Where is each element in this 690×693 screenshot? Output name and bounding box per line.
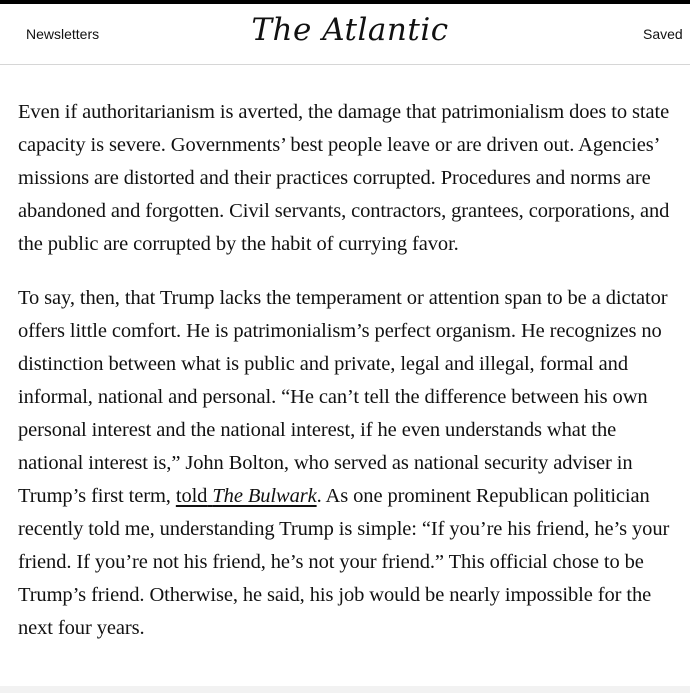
paragraph-2-text-before-link: To say, then, that Trump lacks the temperament or attention span to be a dictator offers little comfort. He is patrimonialism’s perfect organism. He recognizes no distinction between what is public and private, legal and illegal, formal and informal, national and personal. “He can’t tell the difference between his own personal interest and the national interest, if he even understands what the national interest is,” John Bolton, who served as national security adviser in Trump’s first term,: [18, 287, 668, 507]
article-body: [18, 96, 680, 666]
article-paragraph-2: [18, 282, 680, 645]
link-publication: The Bulwark: [212, 485, 317, 507]
link-verb: told: [175, 485, 208, 507]
article-paragraph-1: Even if authoritarianism is averted, the damage that patrimonialism does to state capacity is severe. Governments’ best people leave or are driven out. Agencies’ missions are distorted and their practices corrupted. Procedures and norms are abandoned and forgotten. Civil servants, contractors, grantees, corporations, and the public are corrupted by the habit of currying favor.: [18, 101, 670, 255]
saved-link[interactable]: Saved: [643, 26, 683, 42]
site-header: [0, 4, 690, 65]
site-logo[interactable]: The Atlantic: [251, 12, 449, 48]
bottom-strip: [0, 686, 690, 693]
newsletters-link[interactable]: Newsletters: [26, 26, 100, 42]
paragraph-2-text-after-link: . As one prominent Republican politician recently told me, understanding Trump is simple: “If you’re his friend, he’s your friend. If you’re not his friend, he’s not your friend.” This official chose to be Trump’s friend. Otherwise, he said, his job would be nearly impossible for the next four years.: [18, 485, 670, 639]
bulwark-interview-link[interactable]: [176, 485, 317, 507]
